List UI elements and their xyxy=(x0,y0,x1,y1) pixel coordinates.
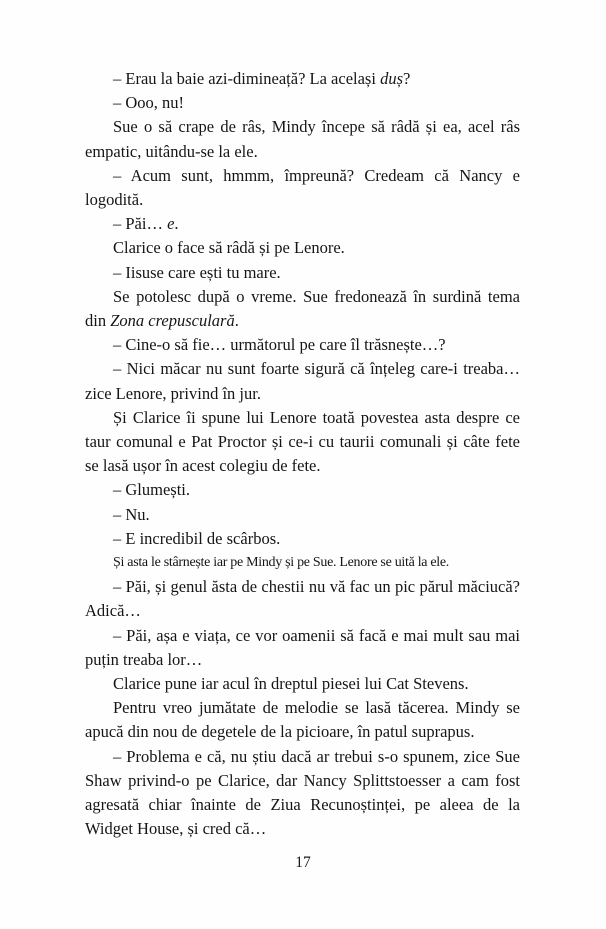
page-number: 17 xyxy=(295,854,311,871)
paragraph-segment: – Cine-o să fie… următorul pe care îl trăsnește…? xyxy=(113,335,446,355)
paragraph-segment: – Acum sunt, hmmm, împreună? Credeam că Nancy e logodită. xyxy=(85,165,520,210)
paragraph xyxy=(85,333,520,357)
paragraph-segment: – Iisuse care ești tu mare. xyxy=(113,262,281,282)
paragraph-segment: Clarice o face să râdă și pe Lenore. xyxy=(113,238,345,258)
paragraph xyxy=(85,696,520,744)
paragraph xyxy=(85,551,520,575)
paragraph-segment: – Păi, așa e viața, ce vor oamenii să facă e mai mult sau mai puțin treaba lor… xyxy=(85,625,520,669)
paragraph xyxy=(85,115,520,163)
paragraph-segment: – Erau la baie azi-dimineață? La același xyxy=(113,69,381,88)
paragraph-segment: ? xyxy=(402,69,411,88)
paragraph xyxy=(85,357,520,405)
paragraph-segment: – Ooo, nu! xyxy=(113,93,185,113)
paragraph xyxy=(85,575,520,623)
paragraph-segment: Clarice pune iar acul în dreptul piesei lui Cat Stevens. xyxy=(113,674,469,694)
paragraph-segment: Pentru vreo jumătate de melodie se lasă tăcerea. Mindy se apucă din nou de degetele de la picioare, în patul suprapus. xyxy=(85,698,520,742)
paragraph xyxy=(85,745,520,842)
paragraph xyxy=(85,285,520,333)
paragraph-segment: Și asta le stârnește iar pe Mindy și pe Sue. Lenore se uită la ele. xyxy=(113,555,450,571)
paragraph xyxy=(85,478,520,502)
paragraph-segment-italic: Zona crepusculară xyxy=(110,311,235,331)
paragraph-segment: – Glumești. xyxy=(113,480,190,500)
paragraph xyxy=(85,672,520,696)
paragraph xyxy=(85,212,520,236)
paragraph-segment: . xyxy=(174,214,179,234)
paragraph-segment: – Nici măcar nu sunt foarte sigură că înțeleg care-i treaba… zice Lenore, privind în jur. xyxy=(85,359,520,403)
paragraph-segment: – E incredibil de scârbos. xyxy=(113,528,281,548)
paragraph xyxy=(85,261,520,285)
paragraph xyxy=(85,503,520,527)
paragraph-segment: Și Clarice îi spune lui Lenore toată povestea asta despre ce taur comunal e Pat Proctor și ce-i cu taurii comunali și câte fete se lasă ușor în acest colegiu de fete. xyxy=(85,407,520,476)
text-block xyxy=(85,67,520,842)
paragraph xyxy=(85,91,520,115)
paragraph xyxy=(85,406,520,479)
paragraph-segment: – Nu. xyxy=(113,504,150,524)
paragraph xyxy=(85,527,520,551)
paragraph xyxy=(85,624,520,672)
paragraph xyxy=(85,164,520,212)
paragraph-segment-italic: e xyxy=(167,214,175,234)
paragraph-segment-italic: duș xyxy=(380,69,403,88)
paragraph-segment: Se potolesc după o vreme. Sue fredonează în surdină tema din xyxy=(85,286,520,331)
paragraph xyxy=(85,67,520,91)
paragraph xyxy=(85,236,520,260)
paragraph-segment: . xyxy=(234,311,239,331)
paragraph-segment: – Problema e că, nu știu dacă ar trebui s-o spunem, zice Sue Shaw privind-o pe Clarice, dar Nancy Splittstoesser a cam fost agresată chiar înainte de Ziua Recunoștinței, pe aleea de la Widget House, și cred că… xyxy=(85,746,520,839)
paragraph-segment: Sue o să crape de râs, Mindy începe să râdă și ea, acel râs empatic, uitându-se la ele. xyxy=(85,117,520,161)
paragraph-segment: – Păi… xyxy=(113,214,168,234)
paragraph-segment: – Păi, și genul ăsta de chestii nu vă fac un pic părul măciucă? Adică… xyxy=(85,577,520,621)
